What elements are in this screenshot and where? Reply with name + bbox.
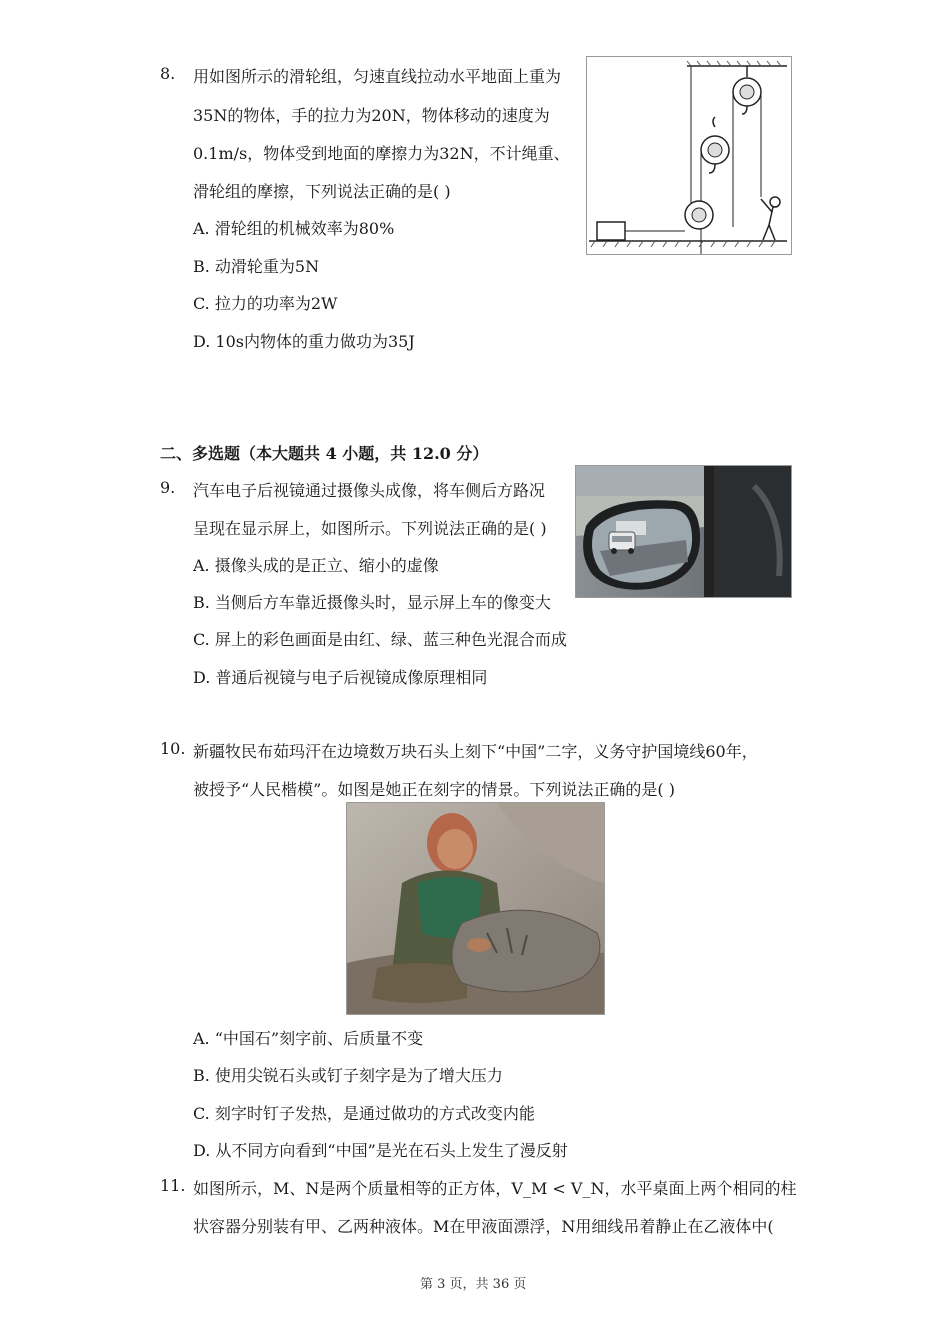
rearview-mirror-photo — [575, 465, 792, 598]
question-9-option-c: C. 屏上的彩色画面是由红、绿、蓝三种色光混合而成 — [193, 630, 567, 649]
section-heading-multiple-choice: 二、多选题（本大题共 4 小题，共 12.0 分） — [160, 444, 489, 463]
question-10-option-d: D. 从不同方向看到“中国”是光在石头上发生了漫反射 — [193, 1141, 568, 1160]
question-11-line-1: 如图所示，M、N是两个质量相等的正方体，V_M < V_N，水平桌面上两个相同的柱 — [193, 1179, 797, 1198]
question-10-line-1: 新疆牧民布茹玛汗在边境数万块石头上刻下“中国”二字，义务守护国境线60年， — [193, 742, 758, 761]
question-9-option-d: D. 普通后视镜与电子后视镜成像原理相同 — [193, 668, 488, 687]
question-11-line-2: 状容器分别装有甲、乙两种液体。M在甲液面漂浮，N用细线吊着静止在乙液体中( — [193, 1217, 774, 1236]
question-10-number: 10. — [160, 739, 186, 758]
question-8-line-2: 35N的物体，手的拉力为20N，物体移动的速度为 — [193, 106, 550, 125]
question-9-option-a: A. 摄像头成的是正立、缩小的虚像 — [193, 556, 439, 575]
question-8-option-d: D. 10s内物体的重力做功为35J — [193, 332, 415, 351]
pulley-system-figure — [586, 56, 792, 255]
question-10-line-2: 被授予“人民楷模”。如图是她正在刻字的情景。下列说法正确的是( ) — [193, 780, 675, 799]
question-9-line-1: 汽车电子后视镜通过摄像头成像，将车侧后方路况 — [193, 481, 546, 500]
question-8-number: 8. — [160, 64, 176, 83]
question-8-line-4: 滑轮组的摩擦，下列说法正确的是( ) — [193, 182, 451, 201]
question-8-option-c: C. 拉力的功率为2W — [193, 294, 338, 313]
question-9-number: 9. — [160, 478, 176, 497]
page-footer: 第 3 页，共 36 页 — [420, 1277, 527, 1292]
question-8-option-b: B. 动滑轮重为5N — [193, 257, 320, 276]
question-10-option-a: A. “中国石”刻字前、后质量不变 — [193, 1029, 424, 1048]
question-11-number: 11. — [160, 1176, 186, 1195]
question-9-option-b: B. 当侧后方车靠近摄像头时，显示屏上车的像变大 — [193, 593, 551, 612]
stone-carving-photo — [346, 802, 605, 1015]
question-10-option-c: C. 刻字时钉子发热，是通过做功的方式改变内能 — [193, 1104, 535, 1123]
question-8-line-3: 0.1m/s，物体受到地面的摩擦力为32N，不计绳重、 — [193, 144, 570, 163]
question-10-option-b: B. 使用尖锐石头或钉子刻字是为了增大压力 — [193, 1066, 503, 1085]
question-8-line-1: 用如图所示的滑轮组，匀速直线拉动水平地面上重为 — [193, 67, 562, 86]
question-8-option-a: A. 滑轮组的机械效率为80% — [193, 219, 395, 238]
question-9-line-2: 呈现在显示屏上，如图所示。下列说法正确的是( ) — [193, 519, 547, 538]
